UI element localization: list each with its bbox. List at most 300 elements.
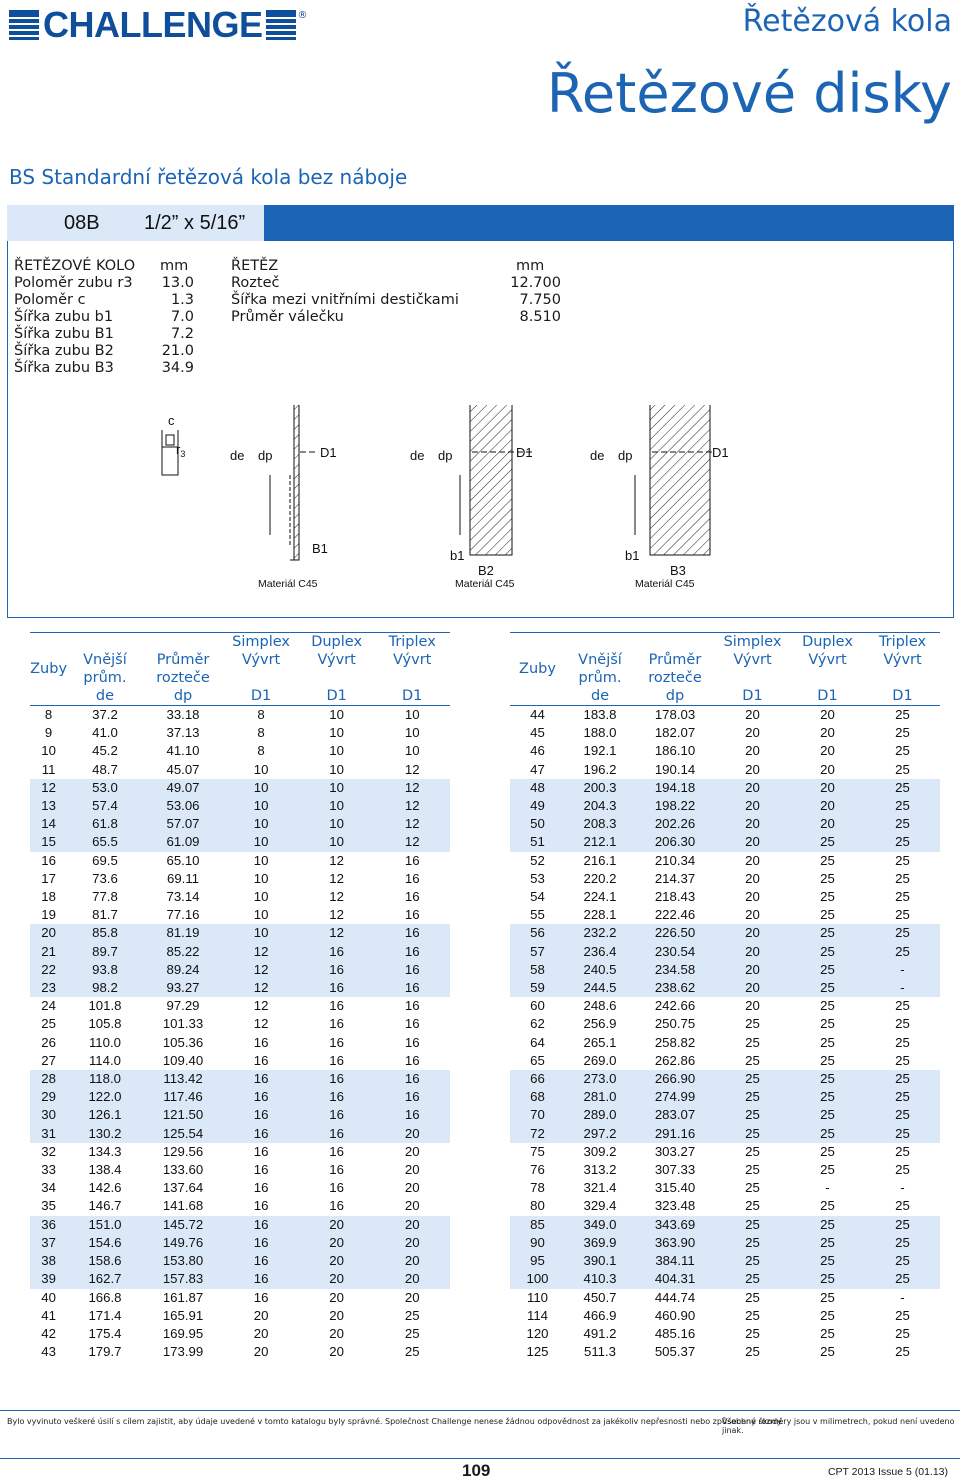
table-cell: 369.9 — [565, 1234, 635, 1252]
table-cell: 25 — [865, 1070, 940, 1088]
table-cell: 214.37 — [654, 870, 696, 886]
table-cell: 25 — [895, 761, 910, 777]
table-cell: 10 — [223, 833, 299, 851]
table-cell: 16 — [299, 943, 375, 961]
table-cell: 10 — [404, 707, 420, 722]
table-cell: 25 — [745, 1143, 760, 1159]
table-cell: 16 — [374, 961, 450, 979]
table-cell: 16 — [404, 889, 420, 905]
table-cell: 16 — [223, 1106, 299, 1124]
table-cell: 166.8 — [88, 1289, 122, 1305]
table-cell: 26 — [41, 1034, 56, 1050]
table-row — [510, 742, 940, 760]
table-cell: 16 — [404, 852, 420, 868]
table-cell: 25 — [820, 1198, 835, 1214]
col-simplex: Simplex Vývrt D1 — [723, 634, 782, 704]
table-cell: 25 — [404, 1307, 420, 1323]
table-row — [510, 979, 940, 997]
table-cell: 89.24 — [143, 961, 224, 979]
table-cell: 65.10 — [166, 852, 200, 868]
table-cell: 31 — [30, 1125, 67, 1143]
table-cell: 16 — [299, 1106, 375, 1124]
table-cell: 169.95 — [162, 1325, 204, 1341]
table-cell: 25 — [820, 1289, 835, 1305]
table-cell: 161.87 — [162, 1289, 204, 1305]
table-cell: 72 — [510, 1125, 565, 1143]
table-row — [510, 1307, 940, 1325]
table-cell: 52 — [530, 852, 545, 868]
table-cell: 48 — [510, 779, 565, 797]
table-cell: 59 — [510, 979, 565, 997]
table-row — [30, 761, 450, 779]
table-row — [30, 1143, 450, 1161]
col-zuby: Zuby — [30, 661, 68, 677]
table-row — [30, 815, 450, 833]
table-cell: 20 — [299, 1252, 375, 1270]
table-cell: 137.64 — [162, 1180, 204, 1196]
table-cell: 20 — [253, 1307, 269, 1323]
table-cell: 12 — [30, 779, 67, 797]
table-cell: 48.7 — [92, 761, 118, 777]
table-cell: 20 — [790, 815, 865, 833]
table-cell: 20 — [404, 1289, 420, 1305]
table-cell: 73.6 — [92, 870, 118, 886]
table-cell: 70 — [510, 1106, 565, 1124]
table-cell: 22 — [30, 961, 67, 979]
table-row — [30, 1270, 450, 1288]
table-cell: 98.2 — [67, 979, 143, 997]
table-cell: 212.1 — [565, 833, 635, 851]
table-cell: 162.7 — [67, 1270, 143, 1288]
table-cell: 16 — [374, 1070, 450, 1088]
spec-label: Šířka zubu B2 — [14, 343, 114, 359]
table-row — [510, 1270, 940, 1288]
table-cell: 12 — [223, 979, 299, 997]
table-cell: 42 — [41, 1325, 56, 1341]
table-row — [510, 1234, 940, 1252]
table-cell: 16 — [329, 1162, 344, 1178]
table-cell: 27 — [41, 1052, 56, 1068]
table-cell: 85.8 — [67, 924, 143, 942]
table-cell: 25 — [865, 779, 940, 797]
table-cell: 25 — [820, 852, 835, 868]
table-cell: 149.76 — [143, 1234, 224, 1252]
spec-value: 1.3 — [170, 292, 194, 308]
table-cell: 25 — [895, 1016, 910, 1032]
table-cell: 20 — [745, 889, 760, 905]
table-cell: 12 — [223, 943, 299, 961]
B3-label: B3 — [670, 563, 686, 578]
table-row — [510, 1106, 940, 1124]
table-cell: 25 — [820, 1143, 835, 1159]
table-cell: 20 — [404, 1198, 420, 1214]
table-row — [30, 1216, 450, 1234]
table-cell: 24 — [41, 998, 56, 1014]
table-cell: 297.2 — [565, 1125, 635, 1143]
table-cell: 25 — [41, 1016, 56, 1032]
table-cell: 236.4 — [565, 943, 635, 961]
table-cell: 130.2 — [67, 1125, 143, 1143]
table-row — [30, 1034, 450, 1052]
table-cell: 16 — [404, 1034, 420, 1050]
table-cell: 13 — [30, 797, 67, 815]
table-cell: 242.66 — [654, 998, 696, 1014]
issue-label: CPT 2013 Issue 5 (01.13) — [827, 1466, 948, 1478]
table-row — [30, 1234, 450, 1252]
table-cell: 125 — [526, 1344, 549, 1360]
table-cell: 25 — [715, 1270, 790, 1288]
table-cell: 226.50 — [635, 924, 715, 942]
b1-label: b1 — [450, 548, 465, 563]
table-cell: 85.22 — [143, 943, 224, 961]
table-cell: 25 — [820, 907, 835, 923]
table-cell: 10 — [329, 743, 344, 759]
spec-label: Rozteč — [231, 275, 280, 291]
table-row — [30, 742, 450, 760]
col-de: Vnější prům. de — [83, 652, 127, 704]
sprocket-spec-unit: mm — [160, 258, 189, 274]
table-cell: 244.5 — [565, 979, 635, 997]
spec-value: 7.2 — [170, 326, 194, 342]
dp-label: dp — [618, 448, 633, 463]
table-cell: 258.82 — [654, 1034, 696, 1050]
table-cell: 25 — [820, 1325, 835, 1341]
spec-row — [14, 275, 194, 292]
spec-row — [14, 343, 194, 360]
table-cell: 69.5 — [92, 852, 118, 868]
table-cell: 21 — [30, 943, 67, 961]
table-cell: 28 — [30, 1070, 67, 1088]
table-cell: 25 — [790, 1106, 865, 1124]
table-cell: 10 — [299, 833, 375, 851]
table-row — [30, 906, 450, 924]
table-cell: 182.07 — [654, 725, 696, 741]
de-label: de — [410, 448, 425, 463]
table-cell: 25 — [790, 1270, 865, 1288]
table-cell: 186.10 — [654, 743, 696, 759]
table-cell: 129.56 — [162, 1143, 204, 1159]
table-cell: 33.18 — [166, 707, 200, 722]
table-cell: 20 — [820, 725, 835, 741]
table-cell: 47 — [530, 761, 545, 777]
dp-label: dp — [258, 448, 273, 463]
table-cell: 57 — [510, 943, 565, 961]
table-cell: 80 — [530, 1198, 545, 1214]
table-cell: 25 — [790, 979, 865, 997]
table-cell: 291.16 — [635, 1125, 715, 1143]
table-cell: 25 — [790, 1234, 865, 1252]
table-cell: 8 — [257, 725, 265, 741]
table-cell: 81.19 — [143, 924, 224, 942]
table-cell: 25 — [790, 833, 865, 851]
table-cell: 25 — [865, 1270, 940, 1288]
table-cell: 62 — [530, 1016, 545, 1032]
table-cell: 450.7 — [583, 1289, 617, 1305]
table-cell: 15 — [30, 833, 67, 851]
table-cell: 20 — [715, 815, 790, 833]
table-cell: 20 — [715, 943, 790, 961]
table-cell: 202.26 — [635, 815, 715, 833]
table-cell: 100 — [510, 1270, 565, 1288]
table-cell: 78 — [530, 1180, 545, 1196]
col-zuby: Zuby — [519, 661, 556, 677]
table-cell: 75 — [530, 1143, 545, 1159]
table-cell: 265.1 — [583, 1034, 617, 1050]
table-cell: 97.29 — [166, 998, 200, 1014]
table-cell: 10 — [223, 779, 299, 797]
table-cell: 12 — [329, 852, 344, 868]
dimensions-note: Všechny rozměry jsou v milimetrech, pokud není uvedeno jinak. — [722, 1417, 955, 1435]
table-cell: 20 — [329, 1344, 344, 1360]
table-cell: 179.7 — [88, 1344, 122, 1360]
table-cell: 25 — [820, 1307, 835, 1323]
table-cell: 218.43 — [654, 889, 696, 905]
table-cell: 20 — [374, 1125, 450, 1143]
table-cell: 230.54 — [635, 943, 715, 961]
sprocket-table-left — [30, 632, 450, 1361]
table-cell: 93.27 — [143, 979, 224, 997]
table-cell: 20 — [790, 797, 865, 815]
table-cell: 323.48 — [654, 1198, 696, 1214]
table-row — [30, 1015, 450, 1033]
table-row — [30, 1052, 450, 1070]
table-cell: 49 — [510, 797, 565, 815]
table-cell: 109.40 — [162, 1052, 204, 1068]
table-cell: 25 — [895, 889, 910, 905]
table-cell: 14 — [30, 815, 67, 833]
table-cell: 25 — [865, 1125, 940, 1143]
table-cell: 90 — [510, 1234, 565, 1252]
table-row — [30, 779, 450, 797]
spec-value: 8.510 — [519, 309, 561, 325]
spec-label: Poloměr c — [14, 292, 86, 308]
table-cell: 16 — [223, 1234, 299, 1252]
table-cell: 10 — [41, 743, 56, 759]
table-row — [510, 1088, 940, 1106]
table-cell: 8 — [257, 707, 265, 722]
table-cell: 157.83 — [143, 1270, 224, 1288]
table-cell: 25 — [865, 815, 940, 833]
material-label: Materiál C45 — [258, 578, 318, 590]
table-row — [30, 1197, 450, 1215]
table-cell: 89.7 — [67, 943, 143, 961]
table-cell: 222.46 — [654, 907, 696, 923]
D1-label: D1 — [516, 445, 533, 460]
table-cell: 171.4 — [88, 1307, 122, 1323]
table-cell: 41.0 — [92, 725, 118, 741]
table-row — [510, 1143, 940, 1161]
table-cell: 25 — [895, 998, 910, 1014]
table-cell: 39 — [30, 1270, 67, 1288]
table-cell: 17 — [41, 870, 56, 886]
table-row — [510, 1216, 940, 1234]
table-cell: 16 — [404, 1016, 420, 1032]
table-cell: 20 — [299, 1270, 375, 1288]
footer-rule — [0, 1410, 960, 1411]
table-cell: 25 — [790, 1125, 865, 1143]
table-row — [30, 1179, 450, 1197]
spec-value: 34.9 — [161, 360, 194, 376]
table-row — [510, 852, 940, 870]
table-row — [30, 1161, 450, 1179]
spec-label: Průměr válečku — [231, 309, 344, 325]
table-cell: 10 — [329, 707, 344, 722]
table-cell: 8 — [257, 743, 265, 759]
table-cell: 25 — [820, 1016, 835, 1032]
table-cell: 20 — [745, 761, 760, 777]
dp-label: dp — [438, 448, 453, 463]
table-cell: 93.8 — [67, 961, 143, 979]
table-cell: 266.90 — [635, 1070, 715, 1088]
sprocket-drawing — [140, 405, 940, 605]
spec-value: 7.750 — [519, 292, 561, 308]
table-row — [510, 724, 940, 742]
table-row — [30, 1106, 450, 1124]
table-cell: - — [865, 979, 940, 997]
table-cell: 25 — [790, 1216, 865, 1234]
table-cell: 384.11 — [635, 1252, 715, 1270]
table-cell: 36 — [30, 1216, 67, 1234]
table-cell: 49.07 — [143, 779, 224, 797]
table-cell: 16 — [223, 1125, 299, 1143]
table-cell: 25 — [820, 1052, 835, 1068]
table-cell: 410.3 — [565, 1270, 635, 1288]
table-cell: 206.30 — [635, 833, 715, 851]
table-cell: 20 — [329, 1289, 344, 1305]
chain-code: 08B — [64, 212, 100, 234]
table-row — [30, 1252, 450, 1270]
table-cell: 51 — [510, 833, 565, 851]
table-cell: 178.03 — [654, 707, 696, 722]
table-cell: 16 — [374, 924, 450, 942]
table-cell: 16 — [329, 1198, 344, 1214]
table-cell: 315.40 — [654, 1180, 696, 1196]
table-cell: 37 — [30, 1234, 67, 1252]
table-row — [30, 870, 450, 888]
table-cell: 12 — [329, 870, 344, 886]
table-cell: 313.2 — [583, 1162, 617, 1178]
col-triplex: Triplex Vývrt D1 — [388, 634, 436, 704]
table-cell: 220.2 — [583, 870, 617, 886]
table-cell: 16 — [223, 1270, 299, 1288]
table-cell: 173.99 — [162, 1344, 204, 1360]
table-cell: 145.72 — [143, 1216, 224, 1234]
table-cell: 16 — [329, 1052, 344, 1068]
table-cell: 77.8 — [92, 889, 118, 905]
D1-label: D1 — [320, 445, 337, 460]
table-cell: 25 — [895, 743, 910, 759]
table-row — [510, 833, 940, 851]
table-cell: 25 — [715, 1252, 790, 1270]
table-cell: 20 — [374, 1216, 450, 1234]
table-cell: 20 — [299, 1216, 375, 1234]
table-cell: 16 — [299, 979, 375, 997]
table-cell: 114 — [526, 1307, 549, 1323]
table-cell: 25 — [865, 943, 940, 961]
table-cell: 321.4 — [583, 1180, 617, 1196]
table-cell: 45.07 — [166, 761, 200, 777]
table-row — [30, 888, 450, 906]
table-cell: 250.75 — [654, 1016, 696, 1032]
table-cell: 151.0 — [67, 1216, 143, 1234]
col-dp: Průměr rozteče dp — [648, 652, 702, 704]
table-cell: 126.1 — [67, 1106, 143, 1124]
table-cell: 66 — [510, 1070, 565, 1088]
table-cell: 58 — [510, 961, 565, 979]
sprocket-spec-title: ŘETĚZOVÉ KOLO — [14, 258, 136, 274]
table-cell: 16 — [404, 998, 420, 1014]
table-cell: 224.1 — [583, 889, 617, 905]
table-cell: 460.90 — [654, 1307, 696, 1323]
table-cell: 25 — [895, 1325, 910, 1341]
table-cell: 20 — [790, 779, 865, 797]
table-row — [30, 1343, 450, 1361]
spec-row — [14, 292, 194, 309]
table-cell: 16 — [223, 1252, 299, 1270]
table-cell: 25 — [790, 943, 865, 961]
table-cell: 20 — [374, 1252, 450, 1270]
spec-value: 21.0 — [161, 343, 194, 359]
table-cell: 18 — [41, 889, 56, 905]
table-cell: 8 — [44, 707, 53, 722]
table-cell: 16 — [253, 1143, 269, 1159]
table-cell: 20 — [253, 1325, 269, 1341]
table-cell: 121.50 — [143, 1106, 224, 1124]
table-cell: 20 — [299, 1234, 375, 1252]
r3-label: $r_3$ — [176, 442, 186, 459]
table-cell: 485.16 — [654, 1325, 696, 1341]
simplex-sprocket — [230, 405, 337, 590]
table-cell: 37.2 — [92, 707, 118, 722]
table-cell: 25 — [865, 833, 940, 851]
data-table — [30, 632, 450, 1361]
table-cell: 12 — [374, 833, 450, 851]
table-cell: 142.6 — [88, 1180, 122, 1196]
spec-value: 13.0 — [161, 275, 194, 291]
table-cell: 10 — [404, 725, 420, 741]
table-cell: 25 — [895, 725, 910, 741]
table-cell: 68 — [510, 1088, 565, 1106]
table-row — [510, 1325, 940, 1343]
table-cell: 101.33 — [162, 1016, 204, 1032]
table-cell: 307.33 — [654, 1162, 696, 1178]
table-cell: 25 — [715, 1125, 790, 1143]
table-cell: 25 — [790, 961, 865, 979]
spec-label: Poloměr zubu r3 — [14, 275, 133, 291]
table-cell: 183.8 — [583, 707, 617, 722]
table-cell: 25 — [895, 1344, 910, 1360]
table-cell: 20 — [715, 924, 790, 942]
table-cell: 35 — [41, 1198, 56, 1214]
table-cell: 120 — [526, 1325, 549, 1341]
spec-row — [231, 292, 561, 309]
table-cell: 25 — [790, 1088, 865, 1106]
table-cell: 16 — [299, 1088, 375, 1106]
table-cell: 10 — [223, 797, 299, 815]
table-cell: 118.0 — [67, 1070, 143, 1088]
table-cell: 19 — [41, 907, 56, 923]
spec-row — [231, 309, 561, 326]
table-cell: 363.90 — [635, 1234, 715, 1252]
table-cell: 25 — [745, 1344, 760, 1360]
table-cell: 55 — [530, 907, 545, 923]
table-row — [510, 779, 940, 797]
spec-value: 7.0 — [170, 309, 194, 325]
logo-stripes-right-icon — [266, 10, 296, 40]
table-cell: 154.6 — [67, 1234, 143, 1252]
table-cell: 10 — [253, 907, 269, 923]
table-cell: 125.54 — [143, 1125, 224, 1143]
